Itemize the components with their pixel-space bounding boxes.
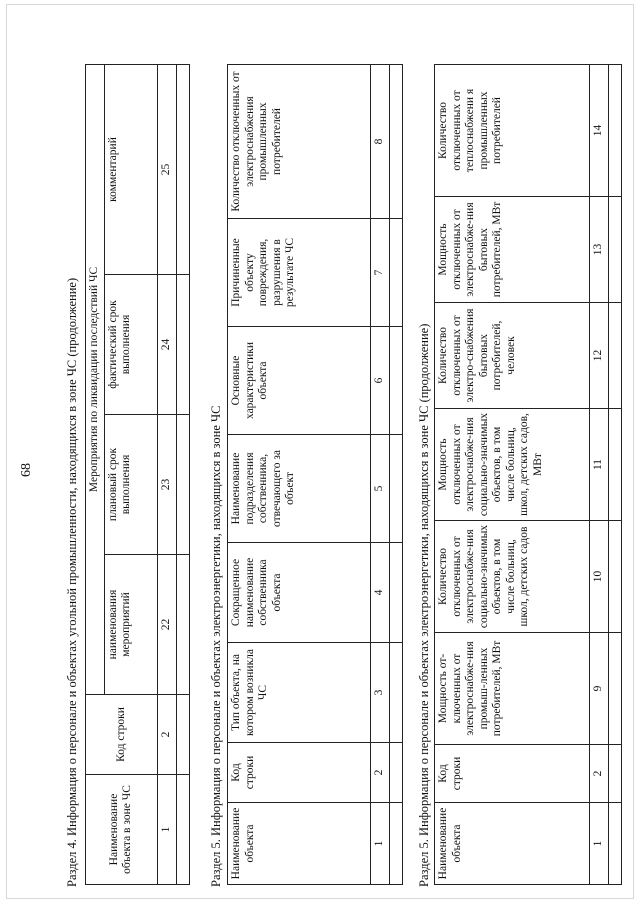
empty-cell xyxy=(176,775,189,885)
column-number: 2 xyxy=(590,745,609,803)
header-object-name: Наименование объекта xyxy=(435,803,590,885)
empty-cell xyxy=(609,521,622,633)
section5-continued-caption: Раздел 5. Информация о персонале и объектах электроэнергетики, находящихся в зоне ЧС (продолжение) xyxy=(417,323,431,887)
document-page xyxy=(6,4,634,899)
empty-cell xyxy=(609,745,622,803)
section4-table xyxy=(85,64,190,885)
column-number: 8 xyxy=(371,65,390,219)
header-owner-division: Наименование подразделения собственника, отвечающего за объект xyxy=(228,435,371,543)
header-line-code: Код строки xyxy=(86,695,158,775)
column-number: 13 xyxy=(590,197,609,303)
column-number: 25 xyxy=(157,64,176,274)
header-line-code: Код строки xyxy=(228,743,371,803)
header-comment: комментарий xyxy=(104,64,157,274)
section4-caption: Раздел 4. Информация о персонале и объектах угольной промышленности, находящихся в зоне ЧС (продолжение) xyxy=(65,277,79,887)
column-number: 2 xyxy=(371,743,390,803)
column-number: 5 xyxy=(371,435,390,543)
column-number: 22 xyxy=(157,555,176,695)
header-object-name: Наименование объекта xyxy=(228,803,371,885)
empty-cell xyxy=(176,695,189,775)
header-damage: Причиненные объекту повреждения, разрушения в результате ЧС xyxy=(228,219,371,327)
header-measures-name: наименования мероприятий xyxy=(104,555,157,695)
header-household-count: Количество отключенных от электро-снабжения бытовых потребителей, человек xyxy=(435,303,590,409)
empty-cell xyxy=(609,633,622,745)
column-number: 9 xyxy=(590,633,609,745)
column-number: 3 xyxy=(371,643,390,743)
empty-cell xyxy=(390,219,403,327)
header-household-power: Мощность отключенных от электроснабже-ния бытовых потребителей, МВт xyxy=(435,197,590,303)
column-number: 10 xyxy=(590,521,609,633)
column-number: 2 xyxy=(157,695,176,775)
empty-cell xyxy=(176,555,189,695)
header-industrial-power: Мощность от-ключенных от электроснабже-ния промыш-ленных потребителей, МВт xyxy=(435,633,590,745)
page-number: 68 xyxy=(19,463,34,477)
empty-cell xyxy=(609,409,622,521)
column-number: 6 xyxy=(371,327,390,435)
empty-cell xyxy=(609,303,622,409)
section5-table xyxy=(227,64,403,885)
header-object-name: Наименование объекта в зоне ЧС xyxy=(86,775,158,885)
empty-cell xyxy=(609,803,622,885)
empty-cell xyxy=(176,64,189,274)
empty-cell xyxy=(390,803,403,885)
empty-cell xyxy=(390,327,403,435)
column-number: 14 xyxy=(590,65,609,197)
empty-cell xyxy=(176,415,189,555)
rotated-content xyxy=(17,17,617,897)
header-line-code: Код строки xyxy=(435,745,590,803)
section5-caption: Раздел 5. Информация о персонале и объектах электроэнергетики, находящихся в зоне ЧС xyxy=(209,405,223,887)
header-planned-date: плановый срок выполнения xyxy=(104,415,157,555)
header-actual-date: фактический срок выполнения xyxy=(104,275,157,415)
empty-cell xyxy=(390,643,403,743)
column-number: 4 xyxy=(371,543,390,643)
column-number: 1 xyxy=(371,803,390,885)
section5-continued-table xyxy=(434,64,622,885)
header-measures-group: Мероприятия по ликвидации последствий ЧС xyxy=(86,64,105,694)
header-characteristics: Основные характеристики объекта xyxy=(228,327,371,435)
column-number: 11 xyxy=(590,409,609,521)
column-number: 23 xyxy=(157,415,176,555)
header-social-count: Количество отключенных от электроснабже-ния социально-значимых объектов, в том числе больниц, школ, детских садов xyxy=(435,521,590,633)
empty-cell xyxy=(390,65,403,219)
header-owner-name: Сокращенное наименование собственника объекта xyxy=(228,543,371,643)
header-social-power: Мощность отключенных от электроснабже-ния социально-значимых объектов, в том числе больниц, школ, детских садов, МВт xyxy=(435,409,590,521)
empty-cell xyxy=(609,65,622,197)
empty-cell xyxy=(176,275,189,415)
column-number: 24 xyxy=(157,275,176,415)
empty-cell xyxy=(390,543,403,643)
header-heat-industrial: Количество отключенных от теплоснабжени я промышленных потребителей xyxy=(435,65,590,197)
empty-cell xyxy=(390,435,403,543)
header-object-type: Тип объекта, на котором возникла ЧС xyxy=(228,643,371,743)
column-number: 1 xyxy=(157,775,176,885)
column-number: 1 xyxy=(590,803,609,885)
empty-cell xyxy=(390,743,403,803)
empty-cell xyxy=(609,197,622,303)
column-number: 7 xyxy=(371,219,390,327)
header-industrial-consumers: Количество отключенных от электроснабжения промышленных потребителей xyxy=(228,65,371,219)
column-number: 12 xyxy=(590,303,609,409)
